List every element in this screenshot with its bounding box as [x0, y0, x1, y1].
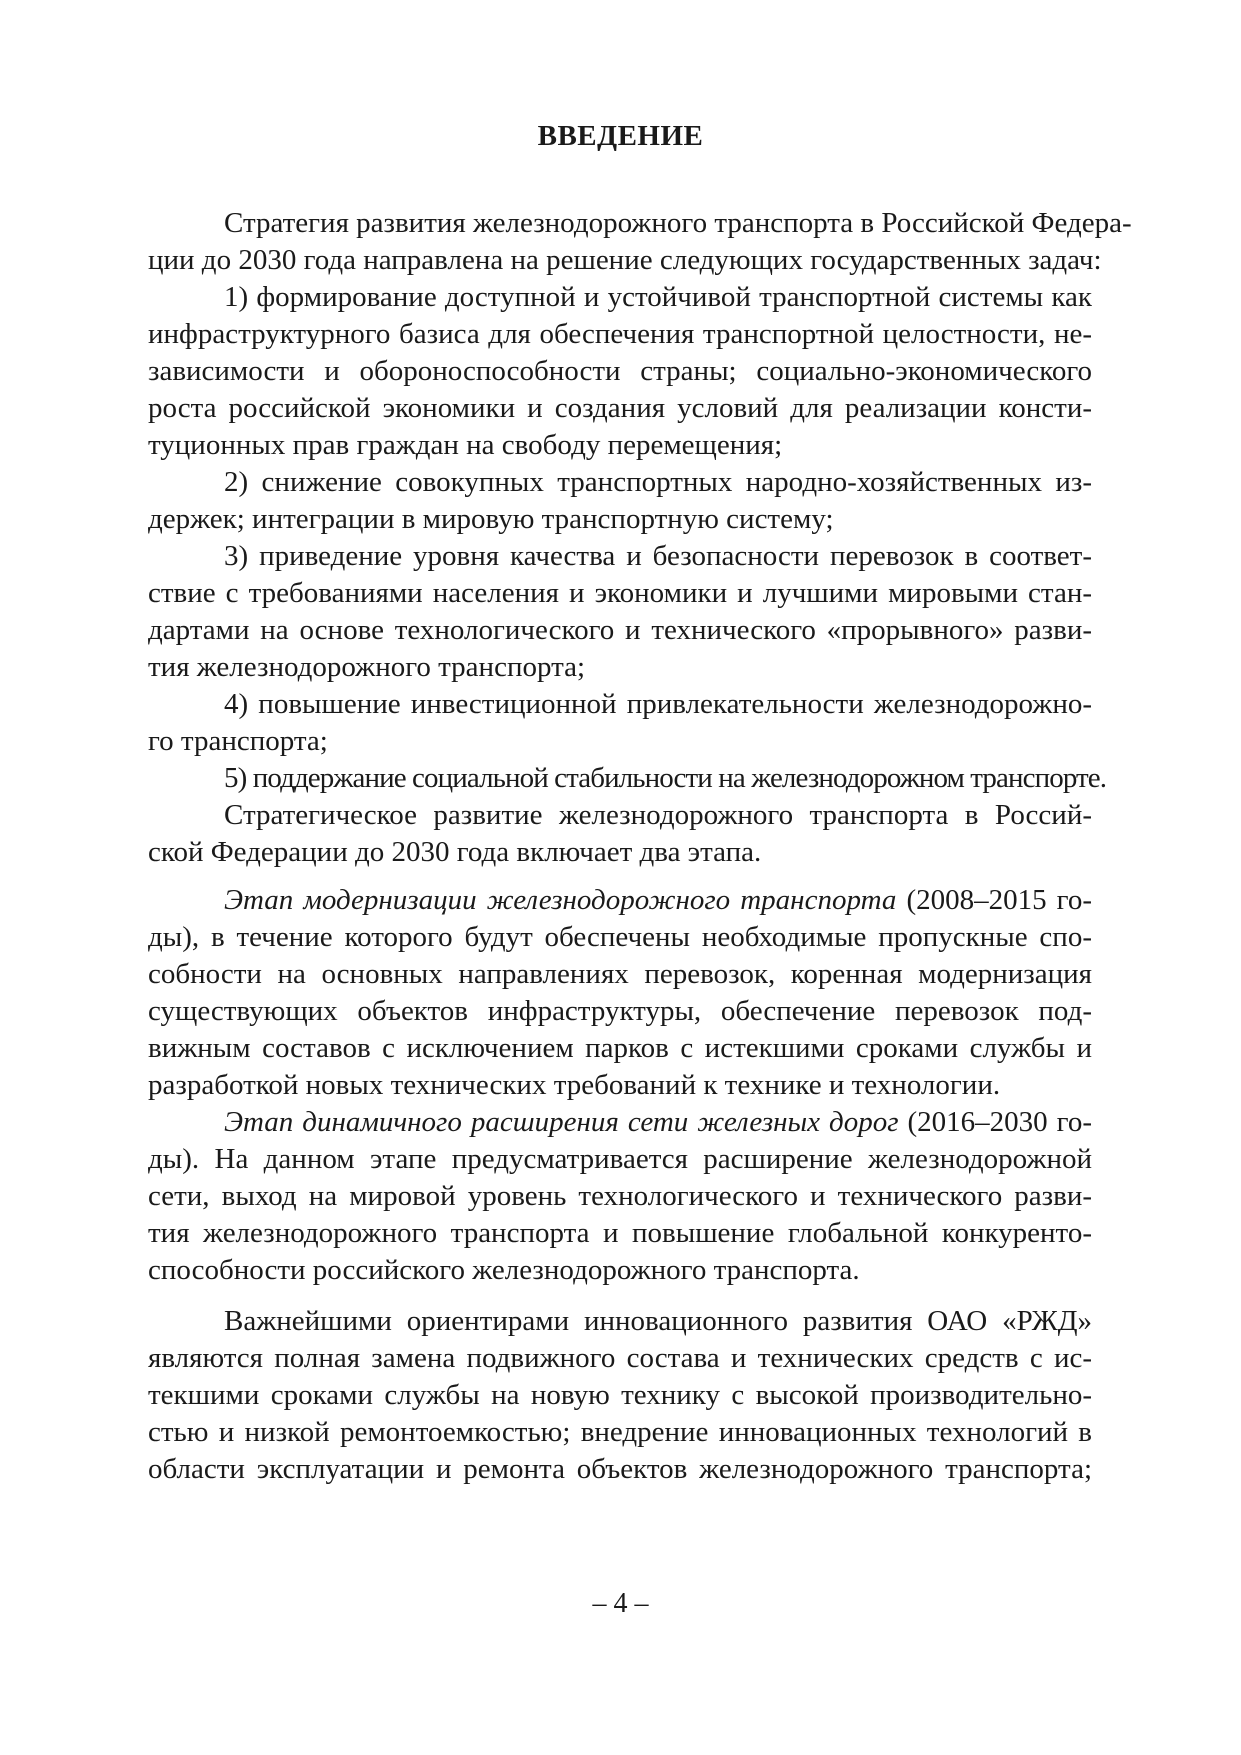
text-line: зависимости и обороноспособности страны; социально-экономического: [148, 355, 1092, 387]
text-line: [148, 882, 1092, 919]
text-line: 5) поддержание социальной стабильности на железнодорожном транспорте.: [224, 762, 1107, 794]
text-line: инфраструктурного базиса для обеспечения транспортной целостности, не-: [148, 318, 1092, 350]
text-line: дартами на основе технологического и технического «прорывного» разви-: [148, 614, 1092, 646]
text-line: стью и низкой ремонтоемкостью; внедрение инновационных технологий в: [148, 1416, 1092, 1448]
paragraph-strategy-intro: [148, 205, 1132, 279]
text-line: собности на основных направлениях перевозок, коренная модернизация: [148, 958, 1092, 990]
page-title: ВВЕДЕНИЕ: [537, 120, 704, 152]
text-line: ды). На данном этапе предусматривается расширение железнодорожной: [148, 1143, 1092, 1175]
text-line: туционных прав граждан на свободу перемещения;: [148, 429, 783, 461]
text-line: 4) повышение инвестиционной привлекательности железнодорожно-: [224, 688, 1092, 720]
text-line: Стратегическое развитие железнодорожного транспорта в Россий-: [224, 799, 1092, 831]
text-line: 3) приведение уровня качества и безопасности перевозок в соответ-: [224, 540, 1092, 572]
text-line: Важнейшими ориентирами инновационного развития ОАО «РЖД»: [224, 1305, 1092, 1337]
paragraph-stage-modernization: [148, 882, 1092, 1104]
text-line: тия железнодорожного транспорта;: [148, 651, 586, 683]
text-line: ции до 2030 года направлена на решение следующих государственных задач:: [148, 244, 1102, 276]
stage-name-modernization: Этап модернизации железнодорожного транспорта: [224, 884, 897, 916]
text-line: области эксплуатации и ремонта объектов железнодорожного транспорта;: [148, 1453, 1092, 1485]
text-line: существующих объектов инфраструктуры, обеспечение перевозок под-: [148, 995, 1092, 1027]
text-line: ствие с требованиями населения и экономики и лучшими мировыми стан-: [148, 577, 1092, 609]
text-line: 1) формирование доступной и устойчивой транспортной системы как: [224, 281, 1092, 313]
stage-years: (2008–2015 го-: [896, 884, 1092, 916]
text-line: разработкой новых технических требований к технике и технологии.: [148, 1069, 1001, 1101]
paragraph-item-2: [148, 464, 1092, 538]
text-line: ды), в течение которого будут обеспечены необходимые пропускные спо-: [148, 921, 1092, 953]
stage-name-expansion: Этап динамичного расширения сети железных дорог: [224, 1106, 899, 1138]
paragraph-stage-expansion: [148, 1104, 1092, 1289]
page-number: – 4 –: [592, 1588, 649, 1619]
text-line: Стратегия развития железнодорожного транспорта в Российской Федера-: [224, 207, 1132, 239]
text-line: тия железнодорожного транспорта и повышение глобальной конкуренто-: [148, 1217, 1092, 1249]
text-line: ской Федерации до 2030 года включает два этапа.: [148, 836, 762, 868]
text-line: являются полная замена подвижного состава и технических средств с ис-: [148, 1342, 1092, 1374]
text-line: 2) снижение совокупных транспортных народно-хозяйственных из-: [224, 466, 1092, 498]
stage-years: (2016–2030 го-: [898, 1106, 1092, 1138]
text-line: сети, выход на мировой уровень технологического и технического разви-: [148, 1180, 1092, 1212]
text-line: держек; интеграции в мировую транспортную систему;: [148, 503, 834, 535]
text-line: [148, 1104, 1092, 1141]
paragraph-item-3: [148, 538, 1092, 686]
text-line: роста российской экономики и создания условий для реализации консти-: [148, 392, 1092, 424]
text-line: текшими сроками службы на новую технику с высокой производительно-: [148, 1379, 1092, 1411]
paragraph-item-1: [148, 279, 1092, 464]
paragraph-stages-overview: [148, 797, 1092, 871]
paragraph-innovation-priorities: [148, 1303, 1092, 1488]
paragraph-item-5: [148, 760, 1107, 797]
text-line: способности российского железнодорожного транспорта.: [148, 1254, 860, 1286]
text-line: го транспорта;: [148, 725, 328, 757]
paragraph-item-4: [148, 686, 1092, 760]
document-body: [148, 205, 1132, 1488]
text-line: вижным составов с исключением парков с истекшими сроками службы и: [148, 1032, 1092, 1064]
